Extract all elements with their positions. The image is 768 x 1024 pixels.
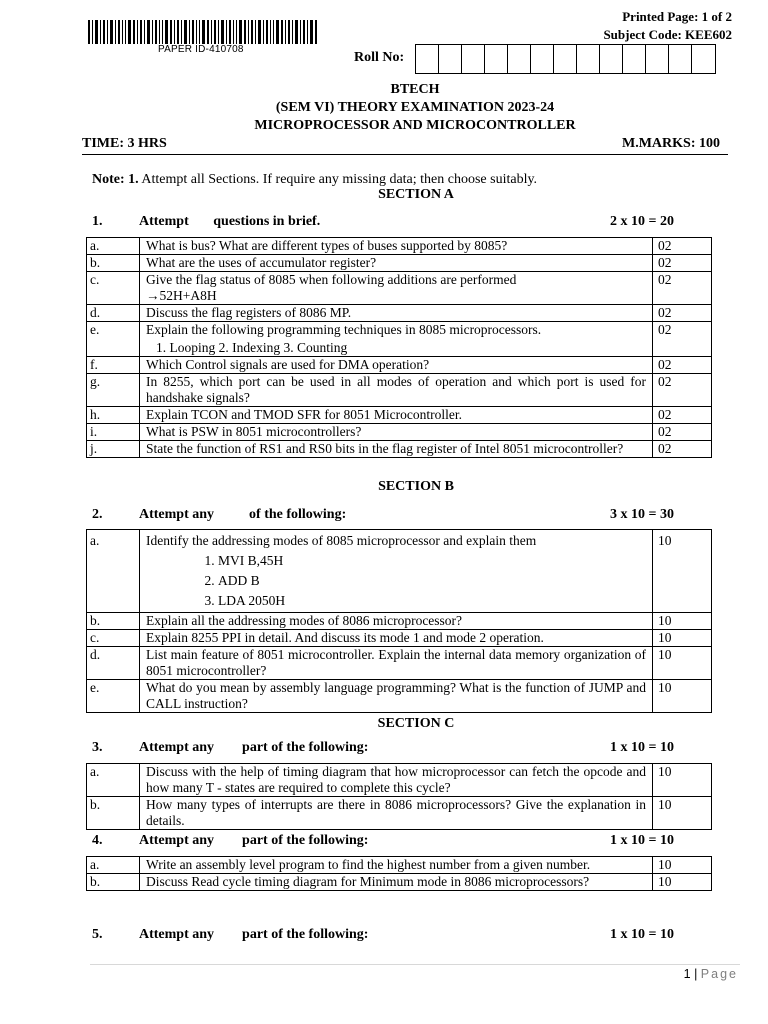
row-question: Discuss Read cycle timing diagram for Minimum mode in 8086 microprocessors? (140, 874, 653, 891)
question-2-heading (92, 507, 682, 525)
row-id: g. (87, 374, 140, 407)
row-id: b. (87, 797, 140, 830)
roll-number-label: Roll No: (354, 50, 405, 65)
table-row (87, 530, 712, 613)
section-b-table (86, 529, 712, 713)
row-marks: 10 (653, 857, 712, 874)
row-question: In 8255, which port can be used in all modes of operation and which port is used for handshake signals? (140, 374, 653, 407)
row-marks: 02 (653, 322, 712, 357)
question-3-table (86, 763, 712, 830)
roll-number-boxes[interactable] (415, 44, 716, 74)
row-id: f. (87, 357, 140, 374)
row-id: d. (87, 647, 140, 680)
row-question: Explain 8255 PPI in detail. And discuss its mode 1 and mode 2 operation. (140, 630, 653, 647)
table-row (87, 305, 712, 322)
row-id: a. (87, 238, 140, 255)
subject-code: Subject Code: KEE602 (603, 27, 732, 42)
row-marks: 10 (653, 764, 712, 797)
paper-id: PAPER ID-410708 (158, 44, 244, 55)
option-item: 3. LDA 2050H (218, 591, 646, 611)
section-c-title: SECTION C (377, 716, 455, 731)
option-item: 1. MVI B,45H (218, 551, 646, 571)
row-question: What is PSW in 8051 microcontrollers? (140, 424, 653, 441)
question-number: 1. (92, 214, 103, 229)
table-row (87, 874, 712, 891)
row-marks: 02 (653, 238, 712, 255)
row-marks: 10 (653, 647, 712, 680)
page-number-separator: | (690, 967, 701, 981)
row-id: a. (87, 530, 140, 613)
row-question: List main feature of 8051 microcontroller. Explain the internal data memory organization of 8051 microcontroller? (140, 647, 653, 680)
footer-divider (90, 964, 740, 965)
option-item: 2. ADD B (218, 571, 646, 591)
row-marks: 10 (653, 874, 712, 891)
row-marks: 02 (653, 441, 712, 458)
subject-title: MICROPROCESSOR AND MICROCONTROLLER (254, 118, 576, 133)
question-marks: 2 x 10 = 20 (610, 214, 674, 229)
table-row (87, 407, 712, 424)
table-row (87, 764, 712, 797)
table-row (87, 857, 712, 874)
roll-digit-box[interactable] (416, 45, 439, 73)
row-id: h. (87, 407, 140, 424)
roll-digit-box[interactable] (554, 45, 577, 73)
row-id: j. (87, 441, 140, 458)
row-id: d. (87, 305, 140, 322)
question-instruction: Attempt any of the following: (139, 507, 347, 522)
roll-digit-box[interactable] (646, 45, 669, 73)
roll-digit-box[interactable] (508, 45, 531, 73)
question-number: 5. (92, 927, 103, 942)
table-row (87, 255, 712, 272)
table-row (87, 272, 712, 305)
row-question: Explain all the addressing modes of 8086 microprocessor? (140, 613, 653, 630)
question-marks: 1 x 10 = 10 (610, 740, 674, 755)
question-instruction: Attempt any part of the following: (139, 740, 369, 755)
question-detail: →52H+A8H (146, 288, 217, 303)
row-marks: 02 (653, 305, 712, 322)
table-row (87, 374, 712, 407)
row-question: What do you mean by assembly language programming? What is the function of JUMP and CALL instruction? (140, 680, 653, 713)
row-id: b. (87, 613, 140, 630)
row-id: b. (87, 874, 140, 891)
row-marks: 02 (653, 407, 712, 424)
exam-time: TIME: 3 HRS (82, 136, 167, 151)
max-marks: M.MARKS: 100 (622, 136, 720, 151)
row-question: Explain TCON and TMOD SFR for 8051 Microcontroller. (140, 407, 653, 424)
question-1-heading (92, 214, 682, 232)
note-number: 1. (128, 172, 139, 187)
roll-digit-box[interactable] (485, 45, 508, 73)
row-marks: 10 (653, 680, 712, 713)
section-a-table (86, 237, 712, 458)
row-question: How many types of interrupts are there in 8086 microprocessors? Give the explanation in details. (140, 797, 653, 830)
course-title: BTECH (390, 82, 440, 97)
row-marks: 10 (653, 613, 712, 630)
table-row (87, 322, 712, 357)
question-5-heading (92, 927, 682, 945)
roll-digit-box[interactable] (439, 45, 462, 73)
question-detail: 1. Looping 2. Indexing 3. Counting (156, 340, 348, 355)
question-instruction: Attempt questions in brief. (139, 214, 321, 229)
row-id: c. (87, 272, 140, 305)
question-4-table (86, 856, 712, 891)
roll-digit-box[interactable] (623, 45, 646, 73)
question-marks: 3 x 10 = 30 (610, 507, 674, 522)
row-marks: 02 (653, 357, 712, 374)
roll-digit-box[interactable] (600, 45, 623, 73)
row-id: i. (87, 424, 140, 441)
row-question (140, 530, 653, 613)
row-marks: 02 (653, 272, 712, 305)
section-a-title: SECTION A (378, 187, 454, 202)
roll-digit-box[interactable] (577, 45, 600, 73)
row-question (140, 322, 653, 357)
question-marks: 1 x 10 = 10 (610, 833, 674, 848)
table-row (87, 441, 712, 458)
question-instruction: Attempt any part of the following: (139, 833, 369, 848)
roll-digit-box[interactable] (531, 45, 554, 73)
roll-digit-box[interactable] (692, 45, 715, 73)
question-text: Identify the addressing modes of 8085 microprocessor and explain them (146, 533, 537, 548)
page-number (684, 967, 738, 981)
question-3-heading (92, 740, 682, 758)
question-number: 2. (92, 507, 103, 522)
question-number: 3. (92, 740, 103, 755)
row-marks: 10 (653, 530, 712, 613)
page-info (603, 8, 732, 44)
question-instruction: Attempt any part of the following: (139, 927, 369, 942)
row-marks: 02 (653, 424, 712, 441)
question-number: 4. (92, 833, 103, 848)
question-text: Give the flag status of 8085 when following additions are performed (146, 272, 517, 287)
page-label: Page (700, 967, 738, 981)
table-row (87, 357, 712, 374)
table-row (87, 613, 712, 630)
row-marks: 10 (653, 797, 712, 830)
row-id: e. (87, 680, 140, 713)
question-4-heading (92, 833, 682, 851)
page-number-value: 1 (683, 967, 691, 981)
row-question: Discuss with the help of timing diagram that how microprocessor can fetch the opcode and how many T - states are required to complete this cycle? (140, 764, 653, 797)
row-marks: 10 (653, 630, 712, 647)
roll-digit-box[interactable] (669, 45, 692, 73)
question-text: Explain the following programming techniques in 8085 microprocessors. (146, 322, 542, 337)
printed-page: Printed Page: 1 of 2 (622, 9, 732, 24)
row-question: Write an assembly level program to find the highest number from a given number. (140, 857, 653, 874)
barcode (88, 20, 318, 44)
row-id: a. (87, 764, 140, 797)
row-id: a. (87, 857, 140, 874)
table-row (87, 630, 712, 647)
row-question: What is bus? What are different types of buses supported by 8085? (140, 238, 653, 255)
row-question: State the function of RS1 and RS0 bits in the flag register of Intel 8051 microcontroller? (140, 441, 653, 458)
option-list (146, 551, 646, 611)
table-row (87, 680, 712, 713)
row-id: b. (87, 255, 140, 272)
time-marks-row (82, 136, 728, 155)
note-text: Attempt all Sections. If require any missing data; then choose suitably. (138, 172, 538, 187)
row-question: What are the uses of accumulator register? (140, 255, 653, 272)
row-question: Discuss the flag registers of 8086 MP. (140, 305, 653, 322)
note-label: Note: (92, 172, 125, 187)
row-marks: 02 (653, 374, 712, 407)
row-id: c. (87, 630, 140, 647)
table-row (87, 424, 712, 441)
table-row (87, 647, 712, 680)
row-id: e. (87, 322, 140, 357)
row-question (140, 272, 653, 305)
note (92, 172, 537, 188)
roll-digit-box[interactable] (462, 45, 485, 73)
exam-title: (SEM VI) THEORY EXAMINATION 2023-24 (275, 100, 555, 115)
table-row (87, 238, 712, 255)
question-marks: 1 x 10 = 10 (610, 927, 674, 942)
row-question: Which Control signals are used for DMA operation? (140, 357, 653, 374)
table-row (87, 797, 712, 830)
section-b-title: SECTION B (378, 479, 454, 494)
row-marks: 02 (653, 255, 712, 272)
